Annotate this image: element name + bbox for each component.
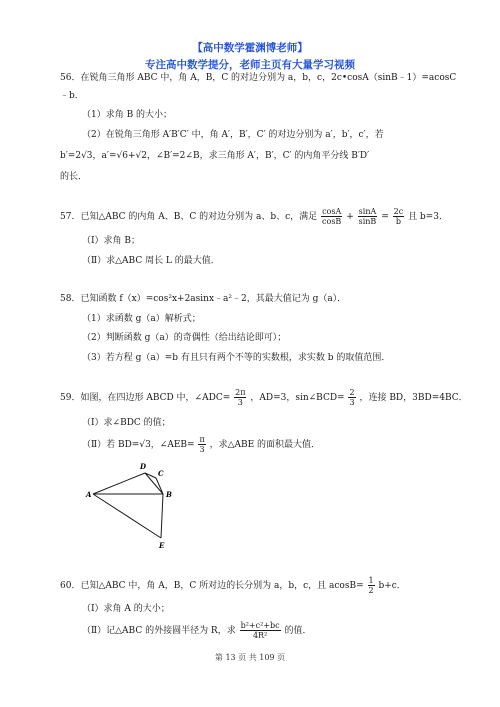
q59-part1: （Ⅰ）求∠BDC 的值； <box>82 418 171 428</box>
q60-fraction-half: $\frac{1}{2}$ <box>368 576 374 595</box>
q59-part2: （Ⅱ）若 BD=√3，∠AEB= $\frac{\pi}{3}$ ，求△ABE 的面积最大值． <box>82 435 321 454</box>
q60-fraction-expression: $\frac{\text{b²+c²+bc}}{\text{4R²}}$ <box>240 621 280 640</box>
q57-part1: （Ⅰ）求角 B； <box>82 236 141 246</box>
q56-stem-line2: ﹣b． <box>60 91 84 101</box>
header-title: 【高中数学霍渊博老师】 <box>192 42 308 54</box>
label-B: B <box>166 490 172 499</box>
q56-part1: （1）求角 B 的大小； <box>82 110 173 120</box>
q57-stem-text: 57．已知△ABC 的内角 A、B、C 的对边分别为 a、b、c，满足 <box>60 212 318 222</box>
q60-part1: （Ⅰ）求角 A 的大小； <box>82 604 170 614</box>
q57-stem: 57．已知△ABC 的内角 A、B、C 的对边分别为 a、b、c，满足 $\frac{\cos A}{\cos B}$ + $\frac{\sin A}{\sin B}$ = $\frac{2c}{b}$ 且 b=3． <box>60 207 448 226</box>
q57-part2: （Ⅱ）求△ABC 周长 L 的最大值． <box>82 256 220 266</box>
q57-fraction-3: $\frac{2c}{b}$ <box>393 207 404 226</box>
edge-AE <box>93 494 161 538</box>
q59-fraction-angle: $\frac{2\pi}{3}$ <box>235 388 246 407</box>
edge-AD <box>93 473 145 494</box>
edge-CB <box>156 478 163 494</box>
q58-stem: 58．已知函数 f（x）=cos²x+2asinx﹣a²﹣2，其最大值记为 g（a）． <box>60 294 347 304</box>
q58-part3: （3）若方程 g（a）=b 有且只有两个不等的实数根，求实数 b 的取值范围． <box>82 353 391 363</box>
q58-part1: （1）求函数 g（a）解析式； <box>82 314 201 324</box>
q56-part2-line2: b′=2√3，a′=√6+√2，∠B′=2∠B，求三角形 A′，B′，C′ 的内角平分线 B′D′ <box>60 151 370 161</box>
label-C: C <box>158 469 164 478</box>
q56-part2-line1: （2）在锐角三角形 A′B′C′ 中，角 A′，B′，C′ 的对边分别为 a′，b′，c′，若 <box>82 130 384 140</box>
q59-stem: 59．如图，在四边形 ABCD 中，∠ADC= $\frac{2\pi}{3}$ ，AD=3，sin∠BCD= $\frac{2}{3}$ ，连接 BD，3BD=4BC． <box>60 388 468 407</box>
q59-fraction-sin: $\frac{2}{3}$ <box>349 388 355 407</box>
q60-part2: （Ⅱ）记△ABC 的外接圆半径为 R，求 $\frac{\text{b²+c²+bc}}{\text{4R²}}$ 的值． <box>82 621 312 640</box>
q59-fraction-pi: $\frac{\pi}{3}$ <box>199 435 205 454</box>
header-subtitle: 专注高中数学提分，老师主页有大量学习视频 <box>145 59 355 71</box>
quadrilateral-figure <box>85 458 185 550</box>
q56-stem-line1: 56．在锐角三角形 ABC 中，角 A，B，C 的对边分别为 a，b，c，2c•cosA（sinB﹣1）=acosC <box>60 73 457 83</box>
label-D: D <box>140 462 147 471</box>
label-A: A <box>86 490 92 499</box>
label-E: E <box>159 541 165 550</box>
q57-fraction-2: $\frac{\sin A}{\sin B}$ <box>358 207 377 226</box>
q56-part2-line3: 的长． <box>60 172 88 182</box>
q57-fraction-1: $\frac{\cos A}{\cos B}$ <box>322 207 342 226</box>
page-footer: 第 13 页 共 109 页 <box>214 653 286 662</box>
edge-BE <box>161 494 163 538</box>
q60-stem: 60．已知△ABC 中，角 A，B，C 所对边的长分别为 a，b，c，且 acosB= $\frac{1}{2}$ b+c． <box>60 576 406 595</box>
q58-part2: （2）判断函数 g（a）的奇偶性（给出结论即可）； <box>82 333 287 343</box>
